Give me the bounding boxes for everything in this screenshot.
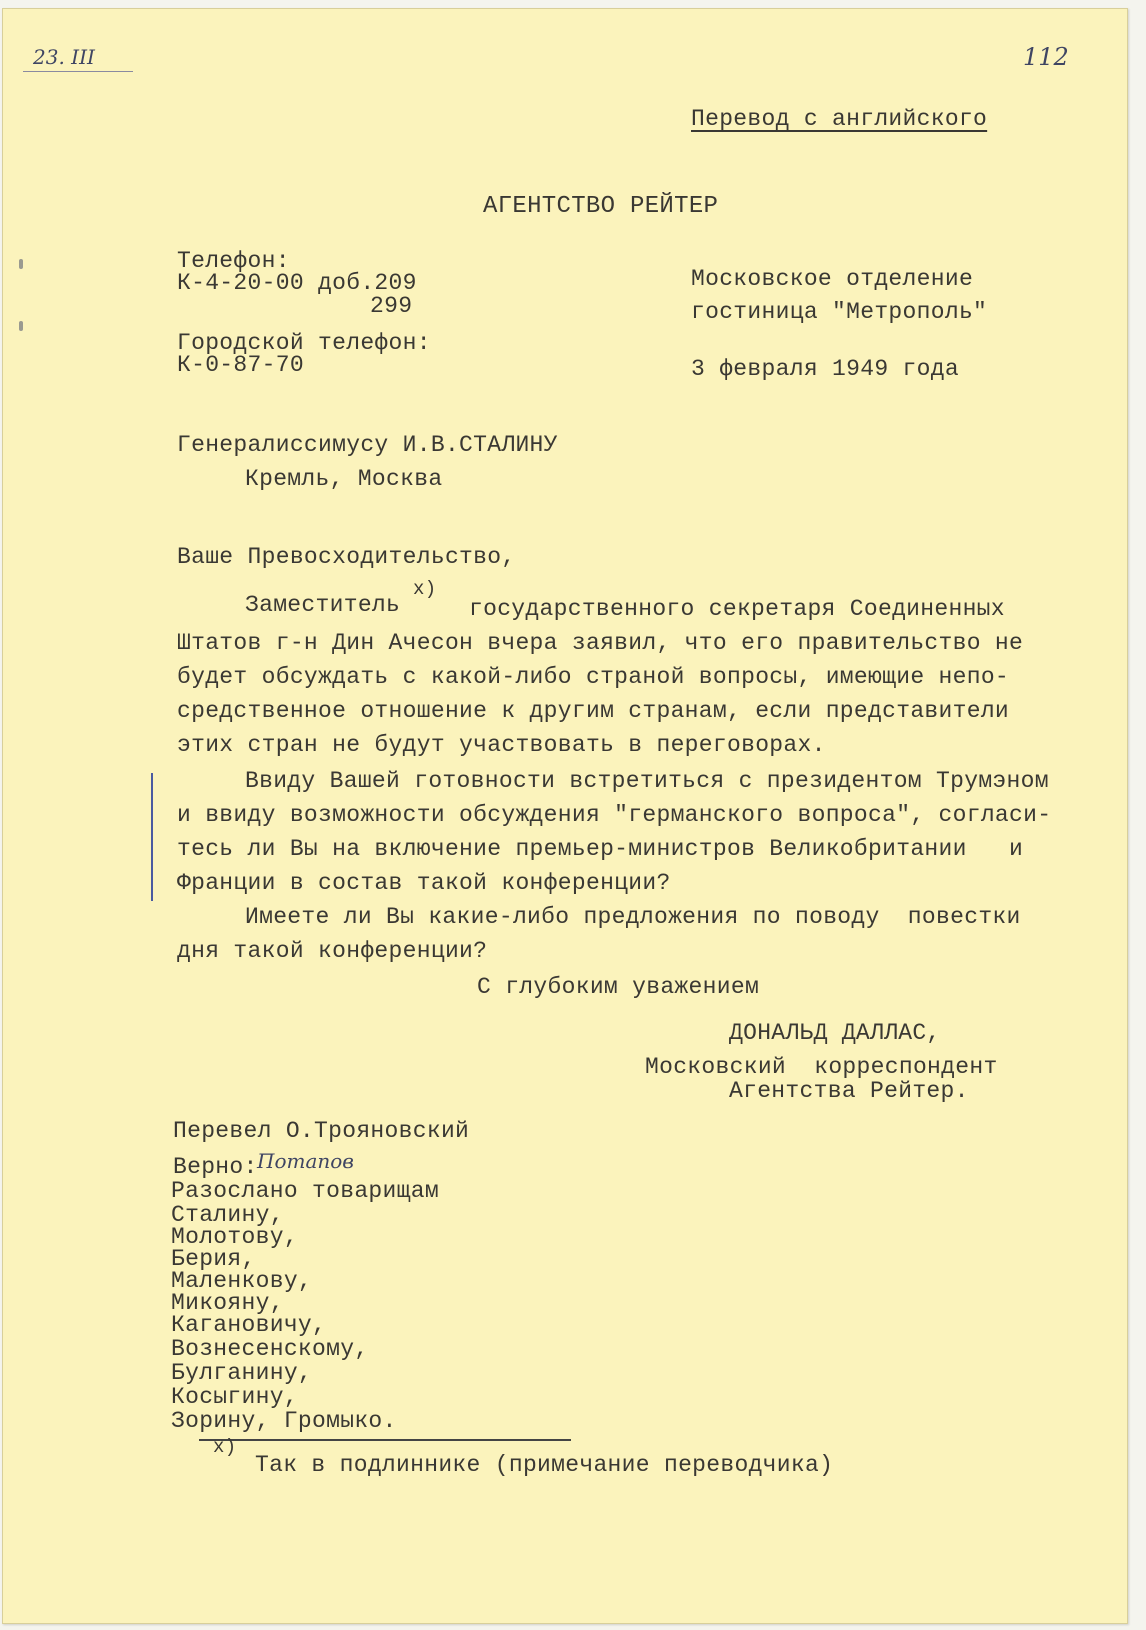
body-line: дня такой конференции? (177, 938, 488, 964)
recipient-item: Молотову, (171, 1224, 298, 1250)
signer-title: Московский корреспондент (645, 1054, 998, 1080)
margin-note-top-left: 23. III (33, 45, 95, 69)
greeting: Ваше Превосходительство, (177, 544, 516, 570)
city-phone-number: К-0-87-70 (177, 352, 304, 378)
body-line: будет обсуждать с какой-либо страной вопросы, имеющие непо- (177, 664, 1010, 690)
body-line: Штатов г-н Дин Ачесон вчера заявил, что его правительство не (177, 630, 1024, 656)
city-phone-label: Городской телефон: (177, 330, 431, 356)
body-line: Ввиду Вашей готовности встретиться с президентом Трумэном (245, 768, 1049, 794)
punch-hole-mark (19, 259, 23, 269)
body-line: государственного секретаря Соединенных (469, 596, 1005, 622)
document-page (2, 8, 1128, 1624)
punch-hole-mark (19, 321, 23, 331)
distribution-label: Разослано товарищам (171, 1178, 439, 1204)
recipient-item: Вознесенскому, (171, 1336, 369, 1362)
footnote-marker: х) (413, 578, 437, 600)
phone-extension: 299 (370, 293, 413, 319)
recipient-item: Сталину, (171, 1202, 284, 1228)
recipient-item: Маленкову, (171, 1268, 313, 1294)
body-line: этих стран не будут участвовать в переговорах. (177, 732, 826, 758)
body-line: Имеете ли Вы какие-либо предложения по поводу повестки (245, 904, 1021, 930)
addressee-name: Генералиссимусу И.В.СТАЛИНУ (177, 432, 558, 458)
footnote-separator (199, 1439, 571, 1441)
signer-name: ДОНАЛЬД ДАЛЛАС, (729, 1020, 941, 1046)
body-line: тесь ли Вы на включение премьер-министров Великобритании и (177, 836, 1024, 862)
letter-date: 3 февраля 1949 года (691, 356, 959, 382)
recipient-item: Косыгину, (171, 1384, 298, 1410)
addressee-location: Кремль, Москва (245, 466, 443, 492)
translation-note: Перевод с английского (691, 106, 988, 132)
recipient-item: Берия, (171, 1246, 256, 1272)
signer-title: Агентства Рейтер. (729, 1078, 969, 1104)
translator-line: Перевел О.Трояновский (173, 1118, 470, 1144)
recipient-item: Булганину, (171, 1360, 313, 1386)
footnote-marker: х) (213, 1436, 237, 1458)
hotel-name: гостиница "Метрополь" (691, 299, 988, 325)
verified-label: Верно: (173, 1154, 258, 1180)
margin-note-underline (23, 71, 133, 72)
office-name: Московское отделение (691, 266, 974, 292)
phone-number: К-4-20-00 доб.209 (177, 270, 417, 296)
body-line: Франции в состав такой конференции? (177, 870, 671, 896)
body-line: Заместитель (245, 592, 401, 618)
footnote-text: Так в подлиннике (примечание переводчика) (255, 1452, 834, 1478)
handwritten-signature: Потапов (257, 1149, 354, 1173)
agency-title: АГЕНТСТВО РЕЙТЕР (483, 193, 719, 220)
page-number: 112 (1023, 43, 1069, 71)
recipient-item: Кагановичу, (171, 1312, 327, 1338)
recipient-item: Микояну, (171, 1290, 284, 1316)
closing-phrase: С глубоким уважением (477, 974, 760, 1000)
phone-label: Телефон: (177, 248, 290, 274)
body-line: средственное отношение к другим странам, если представители (177, 698, 1010, 724)
recipient-item: Зорину, Громыко. (171, 1408, 397, 1434)
margin-pen-mark (151, 773, 153, 901)
body-line: и ввиду возможности обсуждения "германского вопроса", согласи- (177, 802, 1052, 828)
